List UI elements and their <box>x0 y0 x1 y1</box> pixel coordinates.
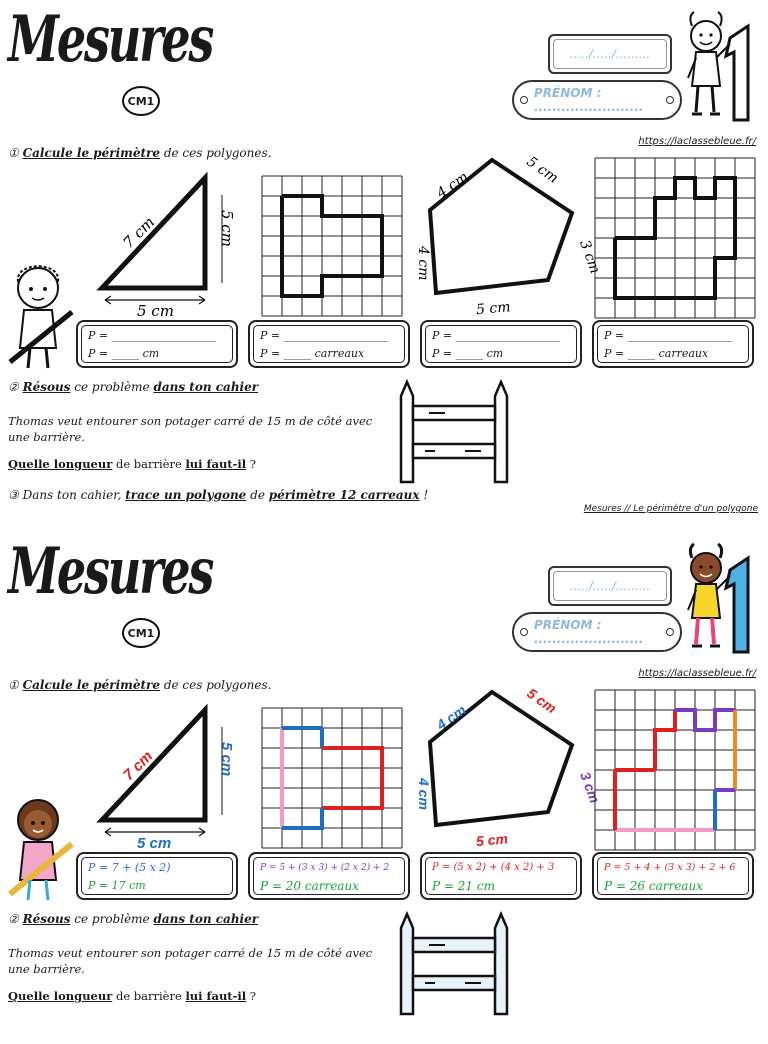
answer-box-2[interactable]: P = 5 + (3 x 3) + (2 x 2) + 2 P = 20 carreaux <box>248 852 410 900</box>
triangle-right-label: 5 cm <box>218 742 235 777</box>
pentagon-label-top-right: 5 cm <box>523 153 561 187</box>
girl-with-ruler-illustration <box>6 794 76 906</box>
answer-box-1[interactable]: P = ___________________ P = _____ cm <box>76 320 238 368</box>
triangle-right-label: 5 cm <box>218 210 236 247</box>
triangle-hyp-label: 7 cm <box>120 747 157 784</box>
exercise2-text: Thomas veut entourer son potager carré de 15 m de côté avec une barrière. <box>8 946 373 976</box>
exercise1-instruction: ① Calcule le périmètre de ces polygones. <box>8 678 272 692</box>
exercise1-instruction: ① Calcule le périmètre de ces polygones. <box>8 146 272 160</box>
exercise1-figures-solved <box>0 532 768 852</box>
page-title: Mesures <box>8 2 213 77</box>
answer-box-3[interactable]: P = (5 x 2) + (4 x 2) + 3 P = 21 cm <box>420 852 582 900</box>
footer-note: Mesures // Le périmètre d'un polygone <box>583 504 758 514</box>
name-field[interactable]: PRÉNOM : ........................ <box>512 80 682 120</box>
triangle-base-label: 5 cm <box>137 302 174 320</box>
exercise2-instruction: ② Résous ce problème dans ton cahier <box>8 380 259 394</box>
pentagon-label-left: 4 cm <box>416 778 432 810</box>
answer-box-3[interactable]: P = ___________________ P = _____ cm <box>420 320 582 368</box>
level-badge: CM1 <box>122 86 160 116</box>
triangle-hyp-label: 7 cm <box>119 213 159 252</box>
pentagon-label-bottom: 5 cm <box>475 299 512 319</box>
page-title: Mesures <box>8 534 213 609</box>
worksheet-blank <box>0 0 768 512</box>
triangle <box>102 710 205 820</box>
girl-with-ruler-illustration <box>6 262 76 374</box>
pentagon-label-top-right: 5 cm <box>524 684 560 717</box>
answer-box-4[interactable]: P = ___________________ P = _____ carreaux <box>592 320 754 368</box>
pentagon-label-right: 3 cm <box>577 769 604 806</box>
answer-box-1[interactable]: P = 7 + (5 x 2) P = 17 cm <box>76 852 238 900</box>
exercise2-question: Quelle longueur de barrière lui faut-il ? <box>8 457 256 471</box>
exercise2-question: Quelle longueur de barrière lui faut-il ? <box>8 989 256 1003</box>
pentagon-label-left: 4 cm <box>415 246 431 281</box>
site-link[interactable]: https://laclassebleue.fr/ <box>638 668 756 679</box>
answer-box-2[interactable]: P = ___________________ P = _____ carreaux <box>248 320 410 368</box>
worksheet-solved <box>0 532 768 1044</box>
name-field[interactable]: PRÉNOM : ........................ <box>512 612 682 652</box>
pentagon-label-top-left: 4 cm <box>434 168 472 202</box>
answer-box-4[interactable]: P = 5 + 4 + (3 x 3) + 2 + 6 P = 26 carreaux <box>592 852 754 900</box>
grid-1 <box>262 708 402 848</box>
exercise2-text: Thomas veut entourer son potager carré de 15 m de côté avec une barrière. <box>8 414 373 444</box>
triangle-base-label: 5 cm <box>137 835 172 852</box>
pentagon-label-right: 3 cm <box>576 238 603 276</box>
grid-2 <box>595 158 755 318</box>
exercise1-figures <box>0 0 768 320</box>
grid-1 <box>262 176 402 316</box>
fence-illustration <box>395 910 519 1016</box>
date-field[interactable]: ...../...../......... <box>548 34 672 74</box>
level-badge: CM1 <box>122 618 160 648</box>
exercise3-instruction: ③ Dans ton cahier, trace un polygone de périmètre 12 carreaux ! <box>8 488 429 502</box>
site-link[interactable]: https://laclassebleue.fr/ <box>638 136 756 147</box>
grid-1-shape <box>282 196 382 296</box>
fence-illustration <box>395 378 519 484</box>
date-field[interactable]: ...../...../......... <box>548 566 672 606</box>
exercise2-instruction: ② Résous ce problème dans ton cahier <box>8 912 259 926</box>
pentagon-label-top-left: 4 cm <box>433 701 469 733</box>
grid-2 <box>595 690 755 850</box>
pentagon-label-bottom: 5 cm <box>475 830 509 850</box>
triangle <box>102 178 205 288</box>
